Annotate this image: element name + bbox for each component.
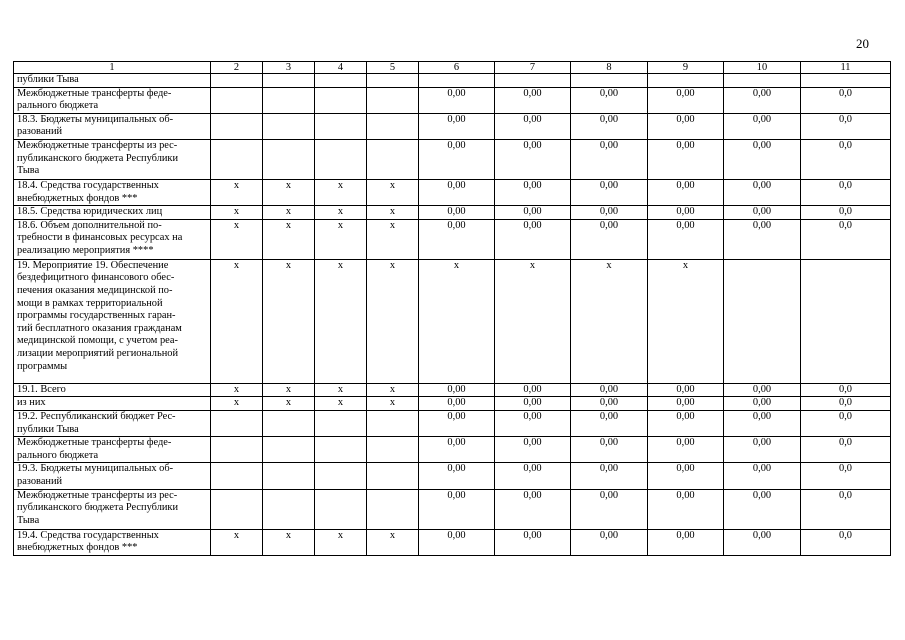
cell-col-7: 0,00 — [495, 463, 571, 489]
cell-col-9: 0,00 — [648, 179, 724, 205]
cell-col-4: x — [315, 219, 367, 259]
table-row — [14, 74, 891, 88]
column-header-10: 10 — [724, 62, 801, 74]
cell-col-3: x — [263, 219, 315, 259]
cell-col-11: 0,0 — [801, 397, 891, 411]
cell-col-2 — [211, 437, 263, 463]
cell-col-10: 0,00 — [724, 139, 801, 179]
cell-col-2: x — [211, 383, 263, 397]
cell-col-8: 0,00 — [571, 219, 648, 259]
cell-col-6 — [419, 74, 495, 88]
cell-col-2: x — [211, 179, 263, 205]
cell-col-3: x — [263, 206, 315, 220]
cell-col-4 — [315, 74, 367, 88]
cell-col-2 — [211, 489, 263, 529]
cell-col-9: x — [648, 259, 724, 383]
table-row — [14, 259, 891, 383]
budget-table — [13, 61, 891, 556]
cell-col-6: 0,00 — [419, 529, 495, 555]
cell-col-8: 0,00 — [571, 87, 648, 113]
column-header-5: 5 — [367, 62, 419, 74]
cell-col-3: x — [263, 179, 315, 205]
column-header-7: 7 — [495, 62, 571, 74]
cell-col-7: 0,00 — [495, 179, 571, 205]
cell-col-9: 0,00 — [648, 437, 724, 463]
cell-col-4: x — [315, 206, 367, 220]
table-row — [14, 139, 891, 179]
row-label: 19. Мероприятие 19. Обеспечение бездефицитного финансового обес- печения оказания медицинской по- мощи в рамках территориальной программы государственных гаран- тий бесплатного оказания гражданам медицинской помощи, с учетом реа- лизации мероприятий региональной программы — [14, 259, 211, 383]
cell-col-3 — [263, 113, 315, 139]
cell-col-11: 0,0 — [801, 206, 891, 220]
cell-col-10: 0,00 — [724, 437, 801, 463]
cell-col-3: x — [263, 529, 315, 555]
cell-col-11 — [801, 259, 891, 383]
cell-col-5 — [367, 437, 419, 463]
cell-col-10: 0,00 — [724, 113, 801, 139]
cell-col-7: 0,00 — [495, 219, 571, 259]
cell-col-9: 0,00 — [648, 463, 724, 489]
table-row — [14, 529, 891, 555]
row-label: 19.1. Всего — [14, 383, 211, 397]
cell-col-6: 0,00 — [419, 437, 495, 463]
cell-col-5 — [367, 139, 419, 179]
column-header-9: 9 — [648, 62, 724, 74]
cell-col-4 — [315, 113, 367, 139]
column-header-1: 1 — [14, 62, 211, 74]
cell-col-10: 0,00 — [724, 179, 801, 205]
cell-col-2: x — [211, 259, 263, 383]
cell-col-6: 0,00 — [419, 113, 495, 139]
cell-col-4 — [315, 139, 367, 179]
cell-col-9: 0,00 — [648, 206, 724, 220]
cell-col-9: 0,00 — [648, 219, 724, 259]
cell-col-3: x — [263, 397, 315, 411]
cell-col-4: x — [315, 529, 367, 555]
cell-col-2 — [211, 463, 263, 489]
cell-col-9 — [648, 74, 724, 88]
cell-col-5 — [367, 74, 419, 88]
cell-col-5 — [367, 113, 419, 139]
cell-col-6: 0,00 — [419, 383, 495, 397]
cell-col-11: 0,0 — [801, 87, 891, 113]
cell-col-2 — [211, 410, 263, 436]
cell-col-9: 0,00 — [648, 489, 724, 529]
cell-col-8: 0,00 — [571, 397, 648, 411]
cell-col-3 — [263, 139, 315, 179]
cell-col-10: 0,00 — [724, 463, 801, 489]
cell-col-8: 0,00 — [571, 179, 648, 205]
cell-col-7: 0,00 — [495, 206, 571, 220]
cell-col-7: x — [495, 259, 571, 383]
cell-col-6: 0,00 — [419, 489, 495, 529]
cell-col-9: 0,00 — [648, 113, 724, 139]
cell-col-3: x — [263, 259, 315, 383]
table-row — [14, 410, 891, 436]
cell-col-4 — [315, 489, 367, 529]
cell-col-11: 0,0 — [801, 383, 891, 397]
cell-col-6: 0,00 — [419, 219, 495, 259]
column-header-8: 8 — [571, 62, 648, 74]
row-label: 18.4. Средства государственных внебюджетных фондов *** — [14, 179, 211, 205]
row-label: 19.2. Республиканский бюджет Рес- публики Тыва — [14, 410, 211, 436]
cell-col-9: 0,00 — [648, 87, 724, 113]
cell-col-8: x — [571, 259, 648, 383]
cell-col-9: 0,00 — [648, 410, 724, 436]
cell-col-4 — [315, 463, 367, 489]
cell-col-11 — [801, 74, 891, 88]
row-label: 18.6. Объем дополнительной по- требности в финансовых ресурсах на реализацию мероприятия **** — [14, 219, 211, 259]
cell-col-11: 0,0 — [801, 463, 891, 489]
row-label: публики Тыва — [14, 74, 211, 88]
cell-col-7: 0,00 — [495, 383, 571, 397]
table-row — [14, 437, 891, 463]
cell-col-5 — [367, 463, 419, 489]
row-label: Межбюджетные трансферты феде- рального бюджета — [14, 87, 211, 113]
cell-col-6: 0,00 — [419, 206, 495, 220]
cell-col-2 — [211, 74, 263, 88]
cell-col-5: x — [367, 529, 419, 555]
cell-col-7: 0,00 — [495, 113, 571, 139]
cell-col-8: 0,00 — [571, 410, 648, 436]
cell-col-3 — [263, 74, 315, 88]
cell-col-11: 0,0 — [801, 489, 891, 529]
cell-col-8: 0,00 — [571, 489, 648, 529]
cell-col-10: 0,00 — [724, 219, 801, 259]
cell-col-3 — [263, 463, 315, 489]
cell-col-5: x — [367, 219, 419, 259]
cell-col-5: x — [367, 206, 419, 220]
column-header-6: 6 — [419, 62, 495, 74]
cell-col-3: x — [263, 383, 315, 397]
row-label: 19.4. Средства государственных внебюджетных фондов *** — [14, 529, 211, 555]
cell-col-8 — [571, 74, 648, 88]
cell-col-2: x — [211, 397, 263, 411]
cell-col-10 — [724, 259, 801, 383]
cell-col-4: x — [315, 397, 367, 411]
header-row — [14, 62, 891, 74]
cell-col-4 — [315, 87, 367, 113]
cell-col-7: 0,00 — [495, 410, 571, 436]
cell-col-4: x — [315, 383, 367, 397]
cell-col-7: 0,00 — [495, 489, 571, 529]
cell-col-10 — [724, 74, 801, 88]
cell-col-4 — [315, 437, 367, 463]
cell-col-7 — [495, 74, 571, 88]
cell-col-6: x — [419, 259, 495, 383]
cell-col-8: 0,00 — [571, 383, 648, 397]
row-label: 18.5. Средства юридических лиц — [14, 206, 211, 220]
table-row — [14, 463, 891, 489]
row-label: 18.3. Бюджеты муниципальных об- разований — [14, 113, 211, 139]
cell-col-11: 0,0 — [801, 139, 891, 179]
cell-col-7: 0,00 — [495, 437, 571, 463]
row-label: Межбюджетные трансферты из рес- публиканского бюджета Республики Тыва — [14, 139, 211, 179]
cell-col-7: 0,00 — [495, 529, 571, 555]
cell-col-11: 0,0 — [801, 113, 891, 139]
cell-col-10: 0,00 — [724, 489, 801, 529]
cell-col-2 — [211, 87, 263, 113]
cell-col-4: x — [315, 259, 367, 383]
cell-col-2: x — [211, 206, 263, 220]
cell-col-3 — [263, 410, 315, 436]
cell-col-11: 0,0 — [801, 437, 891, 463]
cell-col-3 — [263, 489, 315, 529]
cell-col-5: x — [367, 259, 419, 383]
cell-col-10: 0,00 — [724, 410, 801, 436]
table-body — [14, 62, 891, 556]
cell-col-4 — [315, 410, 367, 436]
cell-col-7: 0,00 — [495, 397, 571, 411]
cell-col-9: 0,00 — [648, 529, 724, 555]
cell-col-5 — [367, 410, 419, 436]
cell-col-3 — [263, 437, 315, 463]
cell-col-10: 0,00 — [724, 529, 801, 555]
table-row — [14, 383, 891, 397]
table-row — [14, 489, 891, 529]
cell-col-6: 0,00 — [419, 397, 495, 411]
cell-col-5 — [367, 489, 419, 529]
page-number: 20 — [856, 36, 869, 51]
cell-col-3 — [263, 87, 315, 113]
cell-col-10: 0,00 — [724, 397, 801, 411]
cell-col-9: 0,00 — [648, 397, 724, 411]
cell-col-5: x — [367, 397, 419, 411]
cell-col-11: 0,0 — [801, 179, 891, 205]
cell-col-6: 0,00 — [419, 139, 495, 179]
column-header-4: 4 — [315, 62, 367, 74]
cell-col-2: x — [211, 529, 263, 555]
cell-col-9: 0,00 — [648, 383, 724, 397]
cell-col-2: x — [211, 219, 263, 259]
cell-col-8: 0,00 — [571, 529, 648, 555]
cell-col-10: 0,00 — [724, 383, 801, 397]
row-label: 19.3. Бюджеты муниципальных об- разований — [14, 463, 211, 489]
cell-col-2 — [211, 139, 263, 179]
cell-col-8: 0,00 — [571, 463, 648, 489]
table-row — [14, 397, 891, 411]
table-row — [14, 206, 891, 220]
cell-col-5 — [367, 87, 419, 113]
cell-col-7: 0,00 — [495, 139, 571, 179]
column-header-2: 2 — [211, 62, 263, 74]
cell-col-8: 0,00 — [571, 139, 648, 179]
cell-col-6: 0,00 — [419, 87, 495, 113]
cell-col-11: 0,0 — [801, 529, 891, 555]
table-row — [14, 113, 891, 139]
cell-col-8: 0,00 — [571, 437, 648, 463]
cell-col-8: 0,00 — [571, 113, 648, 139]
cell-col-6: 0,00 — [419, 410, 495, 436]
column-header-11: 11 — [801, 62, 891, 74]
cell-col-4: x — [315, 179, 367, 205]
row-label: из них — [14, 397, 211, 411]
table-row — [14, 219, 891, 259]
table-row — [14, 87, 891, 113]
table-row — [14, 179, 891, 205]
cell-col-11: 0,0 — [801, 219, 891, 259]
cell-col-10: 0,00 — [724, 206, 801, 220]
cell-col-6: 0,00 — [419, 463, 495, 489]
cell-col-10: 0,00 — [724, 87, 801, 113]
cell-col-9: 0,00 — [648, 139, 724, 179]
cell-col-2 — [211, 113, 263, 139]
row-label: Межбюджетные трансферты из рес- публиканского бюджета Республики Тыва — [14, 489, 211, 529]
row-label: Межбюджетные трансферты феде- рального бюджета — [14, 437, 211, 463]
cell-col-11: 0,0 — [801, 410, 891, 436]
cell-col-8: 0,00 — [571, 206, 648, 220]
cell-col-7: 0,00 — [495, 87, 571, 113]
cell-col-5: x — [367, 383, 419, 397]
column-header-3: 3 — [263, 62, 315, 74]
cell-col-5: x — [367, 179, 419, 205]
cell-col-6: 0,00 — [419, 179, 495, 205]
